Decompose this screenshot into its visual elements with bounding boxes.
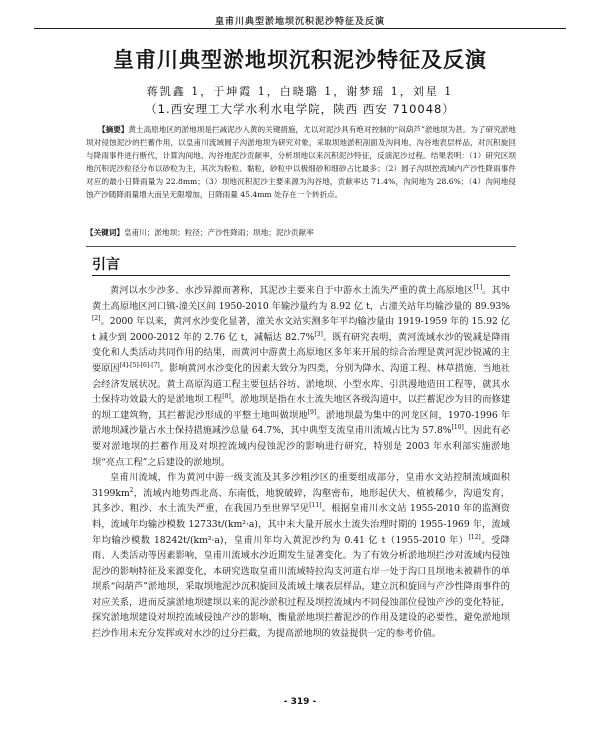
paragraph-text: 黄河以水少沙多、水沙异源而著称，其泥沙主要来自于中游水土流失严重的黄土高原地区: [110, 285, 474, 296]
paragraph-text: 。淤地坝是指在水土流失地区各级沟道中，以拦蓄泥沙为目的而修建的坝工建筑物，其拦蓄泥沙形成的平整土地叫做坝地: [92, 394, 511, 421]
keywords-label: 【关键词】: [86, 228, 124, 237]
citation-ref: [11]: [309, 502, 322, 510]
keywords: [86, 226, 516, 239]
paragraph-text: 。受降雨、人类活动等因素影响，皇甫川流域水沙近期发生显著变化。为了有效分析淤地坝拦沙对流域内侵蚀泥沙的影响特征及来源变化，本研究选取皇甫川流域特拉沟支河道右岸一处于沟口且坝地未被耕作的单坝系“闷葫芦”淤地坝，采取坝地泥沙沉积旋回及流域土壤表层样品，建立沉积旋回与产沙性降雨事件的对应关系，进而反演淤地坝建坝以来的泥沙淤积过程及坝控流域内不同侵蚀部位侵蚀产沙的变化特征，探究淤地坝建设对坝控流域侵蚀产沙的影响，衡量淤地坝拦蓄泥沙的作用及建设的必要性，避免淤地坝拦沙作用未充分发挥或对水沙的过分拦截，为提高淤地坝的效益提供一定的参考价值。: [92, 534, 510, 640]
paragraph-text: 。因此有必要对淤地坝的拦蓄作用及对坝控流域内侵蚀泥沙的影响进行研究，特别是 2003 年水利部实施淤地坝“亮点工程”之后建设的淤地坝。: [92, 425, 511, 468]
citation-ref: [8]: [222, 393, 231, 401]
section-rule: [92, 275, 510, 276]
citation-ref: [1]: [473, 283, 483, 291]
citation-ref: [2]: [92, 315, 101, 323]
paragraph-text: 。既有研究表明，黄河流域水沙的锐减是降雨变化和人类活动共同作用的结果，而黄河中游黄土高原地区多年来开展的综合治理是黄河泥沙锐减的主要原因: [92, 331, 510, 374]
paragraph-text: 。影响黄河水沙变化的因素大致分为四类，分别为降水、沟道工程、林草措施、当地社会经济发展状况。黄土高原沟道工程主要包括谷坊、淤地坝、小型水库、引洪漫地造田工程等，就其水土保持功效最大的是淤地坝工程: [92, 362, 511, 406]
page-title: 皇甫川典型淤地坝沉积泥沙特征及反演: [113, 48, 487, 72]
paragraph-text: ，流域内地势西北高、东南低，地貌破碎，沟壑密布，地形起伏大、植被稀少，沟道发育，其多沙、粗沙、水土流失严重，在我国乃至世界罕见: [92, 487, 510, 515]
paragraph-text: 。2000 年以来，黄河水沙变化显著，潼关水文站实测多年平均输沙量由 1919-1959 年的 15.92 亿 t 减少到 2000-2012 年的 2.76 亿 t，减幅达 82.7%: [92, 316, 510, 343]
citation-ref: [12]: [468, 533, 481, 541]
body-text: [92, 283, 510, 642]
abstract-text: 黄土高原地区的淤地坝是拦减泥沙入黄的关键措施，尤以对泥沙具有绝对控制的“闷葫芦”淤地坝为甚。为了研究淤地坝对侵蚀泥沙的拦蓄作用，以皇甫川流域圆子沟淤地坝为研究对象，采取坝地淤积剖面及沟间地、沟谷地表层样品，对沉积旋回与降雨事件进行断代，计算沟间地、沟谷地泥沙贡献率，分析坝地以来沉积泥沙特征，反演泥沙过程。结果表明：（1）研究区坝地沉积泥沙粒径分布以砂粒为主，其次为粉粒、黏粒，砂粒中以极细砂和细砂占比最多；（2）圆子沟坝控流域内产沙性降雨事件对应的最小日降雨量为 22.8mm；（3）坝地沉积泥沙主要来源为沟谷地，贡献率达 71.4%，沟间地为 28.6%；（4）沟间地侵蚀产沙随降雨量增大而呈无限增加，日降雨量 45.4mm 处存在一个转折点。: [86, 125, 516, 199]
citation-ref: 2: [129, 486, 134, 494]
paragraph-text: 皇甫川流域，作为黄河中游一级支流及其多沙粗沙区的重要组成部分，皇甫水文站控制流域面积 3199km: [92, 472, 510, 499]
running-header: 皇甫川典型淤地坝沉积泥沙特征及反演: [214, 17, 385, 27]
citation-ref: [3]: [314, 330, 323, 338]
paragraph-text: 。淤地坝最为集中的河龙区间，1970-1996 年淤地坝减沙量占水土保持措施减沙总量 64.7%，其中典型支流皇甫川流域占比为 57.8%: [92, 409, 510, 437]
paragraph-text: 。其中黄土高原地区河口镇-潼关区间 1950-2010 年输沙量约为 8.92 亿 t，占潼关站年均输沙量的 89.93%: [92, 285, 511, 312]
section-heading: 引言: [92, 257, 120, 273]
keywords-text: 皇甫川；淤地坝；粒径；产沙性降雨；坝地；泥沙贡献率: [123, 228, 314, 237]
abstract: [86, 123, 516, 201]
citation-ref: [9]: [307, 408, 317, 416]
header-rule: [34, 28, 566, 29]
paragraph-text: 。根据皇甫川水文站 1955-2010 年的监测资料，流域年均输沙模数 12733t/(km²·a)，其中未大量开展水土流失治理时期的 1955-1969 年，流域年均输沙模数 18242t/(km²·a)，皇甫川年均入黄泥沙约为 0.41 亿 t（1955-2010 年）: [92, 503, 510, 546]
body-paragraph-2: [92, 470, 510, 642]
citation-ref: [10]: [451, 424, 464, 432]
author-list: 蒋凯鑫 1，于坤霞 1，白晓璐 1，谢梦瑶 1，刘星 1: [146, 85, 454, 98]
keywords-rule: [86, 246, 516, 247]
abstract-label: 【摘要】: [98, 125, 129, 134]
affiliation: （1.西安理工大学水利水电学院，陕西 西安 710048）: [145, 102, 455, 116]
body-paragraph-1: [92, 283, 510, 470]
page-number: - 319 -: [283, 697, 317, 707]
citation-ref: [4]-[5]-[6]-[7]: [119, 361, 160, 369]
